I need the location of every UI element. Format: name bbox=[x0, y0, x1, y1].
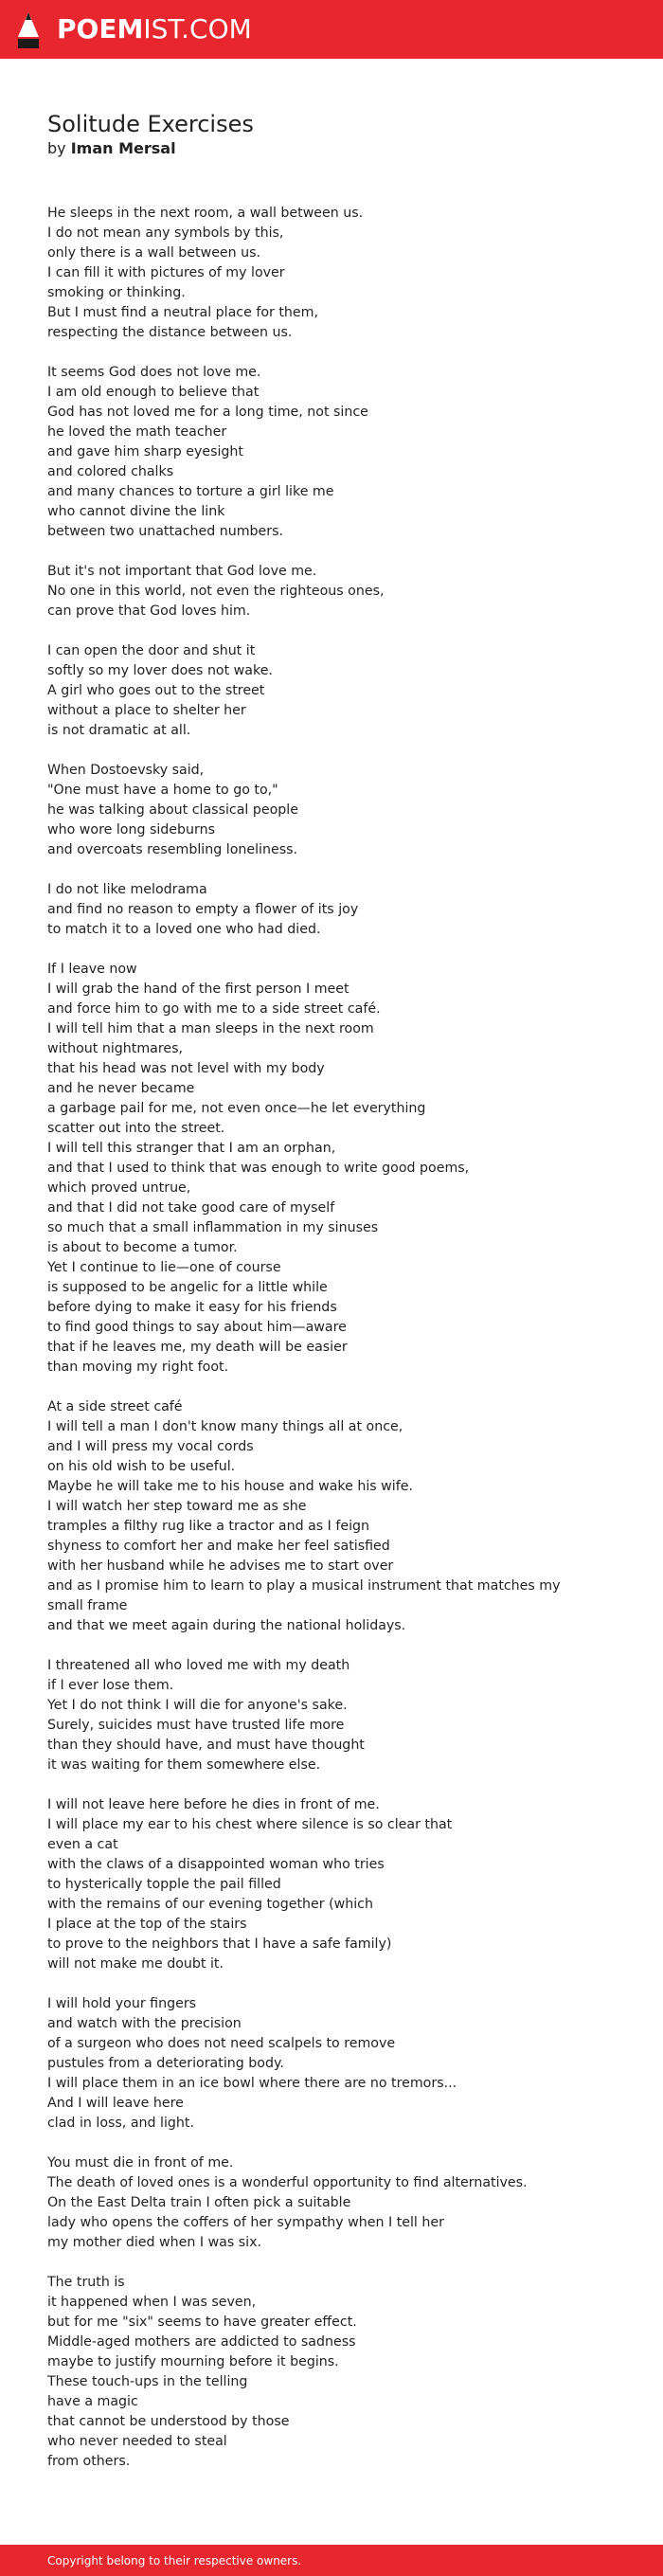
poem-line: than moving my right foot. bbox=[47, 1360, 229, 1375]
poem-line: scatter out into the street. bbox=[47, 1121, 225, 1136]
poem-line: it was waiting for them somewhere else. bbox=[47, 1757, 321, 1773]
poem-line: can prove that God loves him. bbox=[47, 603, 251, 619]
poem-line: which proved untrue, bbox=[47, 1180, 191, 1196]
poem-line: maybe to justify mourning before it begins. bbox=[47, 2354, 339, 2369]
stanza-break bbox=[47, 741, 616, 761]
by-label: by bbox=[47, 139, 66, 157]
stanza-break bbox=[47, 2253, 616, 2273]
stanza-break bbox=[47, 1775, 616, 1795]
poem-line: He sleeps in the next room, a wall between us. bbox=[47, 206, 364, 221]
poem-line: Yet I continue to lie—one of course bbox=[47, 1260, 281, 1275]
poem-line: even a cat bbox=[47, 1837, 118, 1852]
poem-line: he was talking about classical people bbox=[47, 802, 298, 818]
poem-line: I threatened all who loved me with my death bbox=[47, 1658, 350, 1673]
poem-line: Middle-aged mothers are addicted to sadness bbox=[47, 2334, 356, 2350]
poem-line: it happened when I was seven, bbox=[47, 2295, 257, 2310]
poem-line: God has not loved me for a long time, not since bbox=[47, 405, 368, 420]
poem-line: lady who opens the coffers of her sympathy when I tell her bbox=[47, 2215, 444, 2230]
poem-line: I will grab the hand of the first person I meet bbox=[47, 982, 349, 997]
poem-line: and find no reason to empty a flower of its joy bbox=[47, 902, 359, 917]
poem-line: of a surgeon who does not need scalpels to remove bbox=[47, 2036, 396, 2051]
poem-line: No one in this world, not even the righteous ones, bbox=[47, 584, 385, 599]
poem-line: without a place to shelter her bbox=[47, 703, 246, 718]
logo-bold-text: POEM bbox=[57, 13, 144, 45]
poem-line: if I ever lose them. bbox=[47, 1678, 174, 1693]
poem-line: and as I promise him to learn to play a musical instrument that matches my bbox=[47, 1578, 561, 1594]
stanza-break bbox=[47, 1974, 616, 1994]
poem-line: my mother died when I was six. bbox=[47, 2235, 262, 2250]
poem-line: I will tell a man I don't know many things all at once, bbox=[47, 1419, 403, 1434]
poem-line: and that we meet again during the national holidays. bbox=[47, 1618, 406, 1633]
site-footer bbox=[0, 2545, 663, 2576]
poem-line: have a magic bbox=[47, 2394, 138, 2409]
poem-line: I will hold your fingers bbox=[47, 1996, 197, 2011]
poem-line: on his old wish to be useful. bbox=[47, 1459, 236, 1474]
poem-line: You must die in front of me. bbox=[47, 2155, 234, 2171]
poem-line: respecting the distance between us. bbox=[47, 325, 293, 340]
poem-line: before dying to make it easy for his friends bbox=[47, 1300, 337, 1315]
poem-title: Solitude Exercises bbox=[47, 111, 254, 137]
poem-line: without nightmares, bbox=[47, 1041, 184, 1056]
poem-line: and overcoats resembling loneliness. bbox=[47, 842, 297, 857]
poem-line: only there is a wall between us. bbox=[47, 245, 261, 261]
poem-line: softly so my lover does not wake. bbox=[47, 663, 273, 678]
poem-line: a garbage pail for me, not even once—he let everything bbox=[47, 1101, 426, 1116]
poem-line: I place at the top of the stairs bbox=[47, 1917, 247, 1932]
poem-line: is not dramatic at all. bbox=[47, 723, 191, 738]
poem-line: will not make me doubt it. bbox=[47, 1956, 224, 1972]
poem-line: who wore long sideburns bbox=[47, 822, 215, 838]
poem-line: and he never became bbox=[47, 1081, 195, 1096]
poem-line: than they should have, and must have thought bbox=[47, 1738, 365, 1753]
poem-line: who never needed to steal bbox=[47, 2434, 227, 2449]
poem-line: Maybe he will take me to his house and wake his wife. bbox=[47, 1479, 413, 1494]
poem-line: It seems God does not love me. bbox=[47, 365, 261, 380]
site-logo[interactable] bbox=[57, 13, 252, 45]
poem-line: between two unattached numbers. bbox=[47, 524, 284, 539]
poem-line: to hysterically topple the pail filled bbox=[47, 1877, 281, 1892]
poem-line: These touch-ups in the telling bbox=[47, 2374, 248, 2389]
poem-line: that cannot be understood by those bbox=[47, 2414, 290, 2429]
site-header bbox=[0, 0, 663, 59]
poem-line: with the remains of our evening together (which bbox=[47, 1897, 373, 1912]
poem-line: If I leave now bbox=[47, 962, 137, 977]
poem-line: I will place my ear to his chest where silence is so clear that bbox=[47, 1817, 453, 1832]
poem-line: pustules from a deteriorating body. bbox=[47, 2056, 284, 2071]
poem-line: clad in loss, and light. bbox=[47, 2116, 194, 2131]
poem-line: "One must have a home to go to," bbox=[47, 783, 278, 798]
poem-line: he loved the math teacher bbox=[47, 424, 227, 440]
poem-line: But I must find a neutral place for them, bbox=[47, 305, 318, 320]
poem-line: and many chances to torture a girl like me bbox=[47, 484, 334, 499]
poem-line: small frame bbox=[47, 1598, 128, 1613]
poem-line: On the East Delta train I often pick a suitable bbox=[47, 2195, 351, 2210]
stanza-break bbox=[47, 940, 616, 960]
poem-line: and I will press my vocal cords bbox=[47, 1439, 254, 1454]
poem-line: I do not like melodrama bbox=[47, 882, 207, 897]
poem-line: I will watch her step toward me as she bbox=[47, 1499, 307, 1514]
copyright-text: Copyright belong to their respective owners. bbox=[47, 2554, 302, 2567]
poem-line: to prove to the neighbors that I have a safe family) bbox=[47, 1937, 392, 1952]
poem-line: Yet I do not think I will die for anyone's sake. bbox=[47, 1698, 348, 1713]
poem-line: I will not leave here before he dies in front of me. bbox=[47, 1797, 380, 1812]
poem-line: I will tell this stranger that I am an orphan, bbox=[47, 1141, 336, 1156]
poem-line: I can open the door and shut it bbox=[47, 643, 256, 658]
poem-line: that if he leaves me, my death will be easier bbox=[47, 1340, 348, 1355]
stanza-break bbox=[47, 1378, 616, 1397]
poem-content bbox=[47, 110, 616, 2472]
poem-line: with the claws of a disappointed woman who tries bbox=[47, 1857, 385, 1872]
stanza-break bbox=[47, 542, 616, 562]
poem-line: is supposed to be angelic for a little while bbox=[47, 1280, 328, 1295]
logo-light-text: IST.COM bbox=[143, 13, 252, 45]
poem-line: A girl who goes out to the street bbox=[47, 683, 265, 698]
poem-line: and force him to go with me to a side street café. bbox=[47, 1001, 381, 1017]
poem-line: When Dostoevsky said, bbox=[47, 763, 205, 778]
poem-line: but for me "six" seems to have greater effect. bbox=[47, 2315, 357, 2330]
poem-line: and watch with the precision bbox=[47, 2016, 242, 2031]
byline bbox=[47, 138, 616, 159]
poem-line: But it's not important that God love me. bbox=[47, 564, 317, 579]
stanza-break bbox=[47, 621, 616, 641]
poem-line: and colored chalks bbox=[47, 464, 174, 479]
stanza-break bbox=[47, 2134, 616, 2153]
poem-line: that his head was not level with my body bbox=[47, 1061, 325, 1076]
poem-line: is about to become a tumor. bbox=[47, 1240, 238, 1255]
poem-line: I can fill it with pictures of my lover bbox=[47, 265, 285, 280]
poem-line: to find good things to say about him—aware bbox=[47, 1320, 347, 1335]
poem-line: with her husband while he advises me to start over bbox=[47, 1558, 394, 1574]
poem-line: tramples a filthy rug like a tractor and as I feign bbox=[47, 1519, 370, 1534]
poem-line: At a side street café bbox=[47, 1399, 183, 1414]
poem-line: from others. bbox=[47, 2454, 131, 2469]
stanza-break bbox=[47, 343, 616, 363]
poem-line: and that I did not take good care of myself bbox=[47, 1200, 335, 1216]
poem-line: The truth is bbox=[47, 2275, 125, 2290]
poem-line: I do not mean any symbols by this, bbox=[47, 225, 284, 241]
poem-line: smoking or thinking. bbox=[47, 285, 186, 300]
poem-line: I am old enough to believe that bbox=[47, 385, 260, 400]
author-name[interactable]: Iman Mersal bbox=[70, 139, 176, 157]
poem-line: who cannot divine the link bbox=[47, 504, 225, 519]
stanza-break bbox=[47, 1636, 616, 1656]
poem-line: Surely, suicides must have trusted life more bbox=[47, 1718, 345, 1733]
poem-line: The death of loved ones is a wonderful opportunity to find alternatives. bbox=[47, 2175, 528, 2190]
poem-line: so much that a small inflammation in my sinuses bbox=[47, 1220, 379, 1235]
poem-line: shyness to comfort her and make her feel satisfied bbox=[47, 1539, 390, 1554]
stanza-break bbox=[47, 860, 616, 880]
poem-line: And I will leave here bbox=[47, 2096, 184, 2111]
pen-nib-icon[interactable] bbox=[17, 11, 40, 49]
poem-line: I will tell him that a man sleeps in the next room bbox=[47, 1021, 374, 1036]
poem-line: to match it to a loved one who had died. bbox=[47, 922, 321, 937]
poem-body bbox=[47, 204, 616, 2472]
poem-line: I will place them in an ice bowl where there are no tremors... bbox=[47, 2076, 457, 2091]
poem-line: and gave him sharp eyesight bbox=[47, 444, 243, 459]
poem-line: and that I used to think that was enough to write good poems, bbox=[47, 1161, 470, 1176]
